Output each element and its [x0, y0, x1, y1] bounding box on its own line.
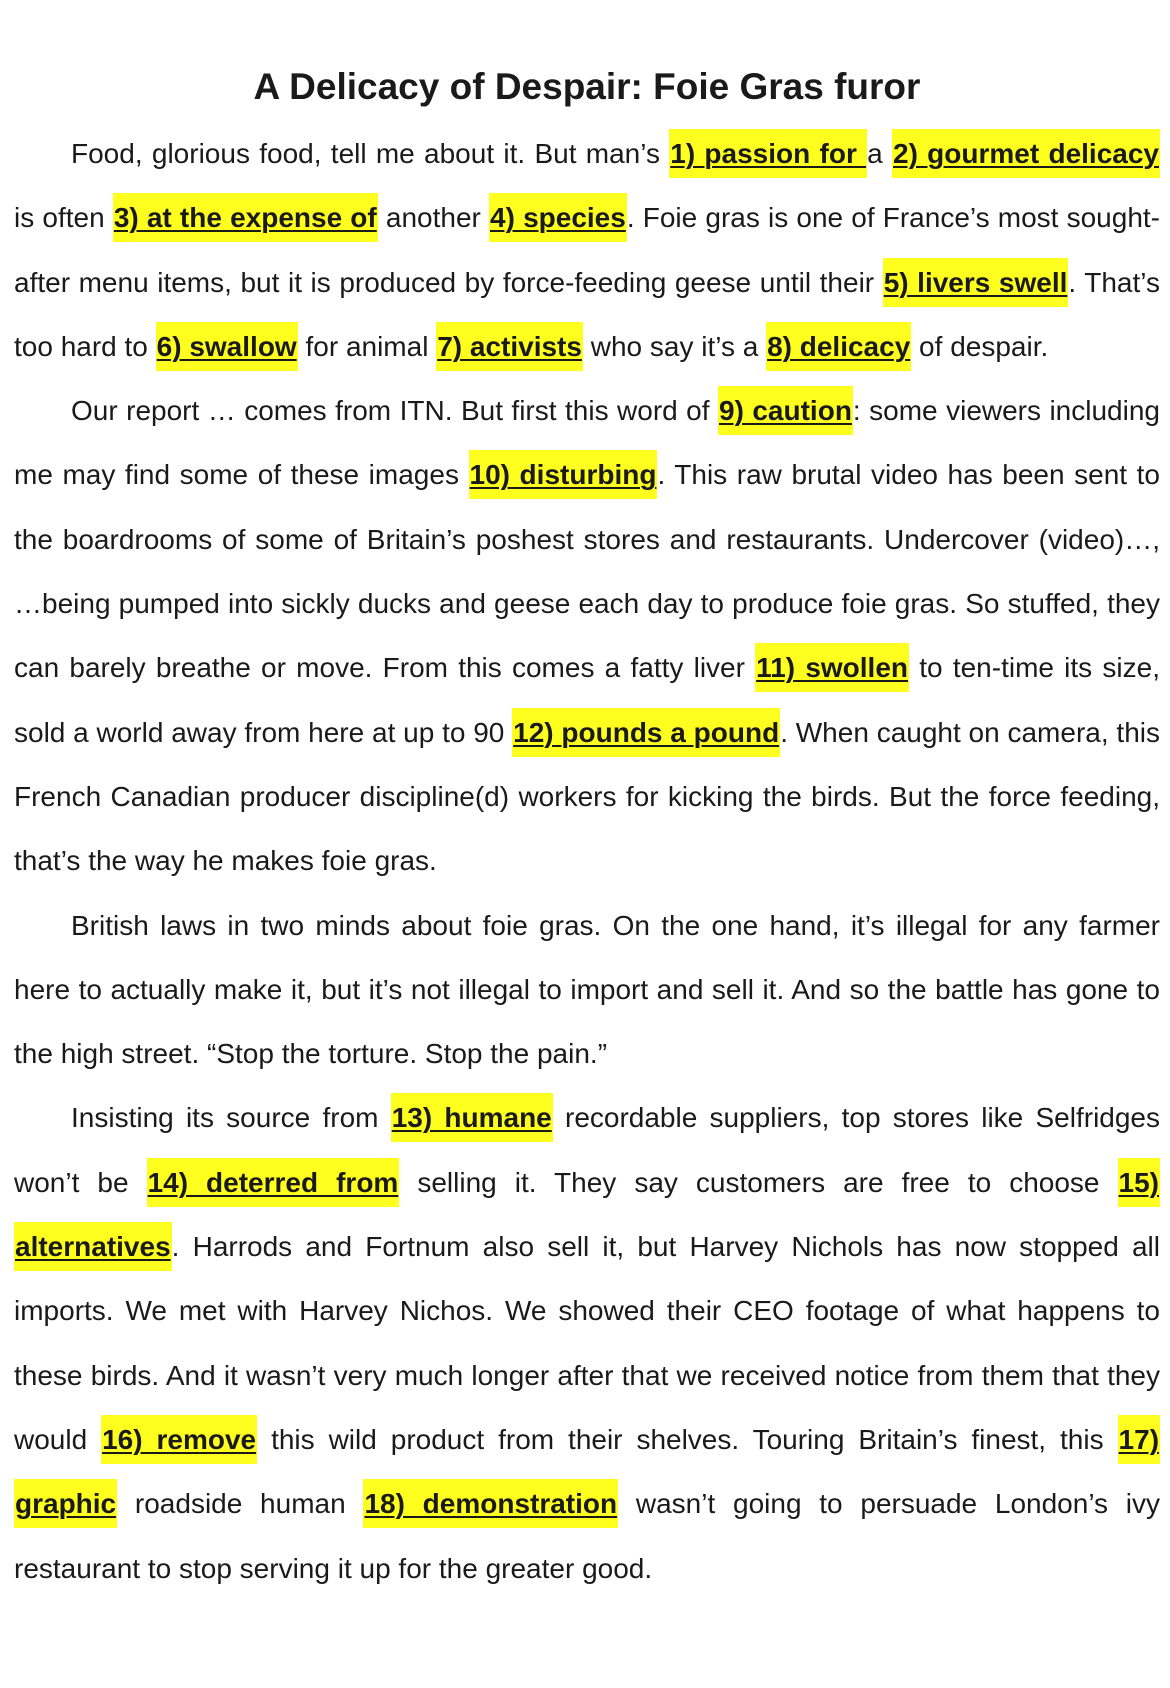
paragraph-text: . This raw brutal video has been sent to the boardrooms of some of Britain’s poshest stores and restaurants. Undercover (video)…, …being pumped into sickly ducks and geese each day to produce foie gras. So stuffed, they can barely breathe or move. From this comes a fatty liver	[14, 459, 1160, 684]
paragraph-3	[14, 894, 1160, 1087]
highlighted-answer-9: 9) caution	[718, 386, 853, 435]
highlighted-answer-18: 18) demonstration	[363, 1479, 618, 1528]
paragraph-text: Our report … comes from ITN. But first this word of	[71, 395, 718, 427]
paragraph-text: of despair.	[911, 330, 1049, 362]
paragraph-text: for animal	[297, 330, 437, 362]
paragraph-text: this wild product from their shelves. Touring Britain’s finest, this	[257, 1423, 1118, 1455]
paragraph-text: Insisting its source from	[71, 1102, 391, 1134]
paragraph-4	[14, 1086, 1160, 1600]
highlighted-answer-8: 8) delicacy	[766, 322, 911, 371]
highlighted-answer-10: 10) disturbing	[469, 450, 658, 499]
highlighted-answer-4: 4) species	[489, 193, 627, 242]
paragraph-text: British laws in two minds about foie gras. On the one hand, it’s illegal for any farmer here to actually make it, but it’s not illegal to import and sell it. And so the battle has gone to the high street. “Stop the torture. Stop the pain.”	[14, 909, 1160, 1070]
highlighted-answer-14: 14) deterred from	[147, 1158, 400, 1207]
paragraph-text: . That’s too hard to	[14, 266, 1160, 362]
paragraph-text: who say it’s a	[582, 330, 767, 362]
highlighted-answer-11: 11) swollen	[755, 643, 909, 692]
highlighted-answer-1: 1) passion for	[669, 129, 867, 178]
paragraph-text: . When caught on camera, this French Canadian producer discipline(d) workers for kicking the birds. But the force feeding, that’s the way he makes foie gras.	[14, 716, 1160, 877]
paragraph-text: to ten-time its size, sold a world away from here at up to 90	[14, 652, 1160, 748]
paragraph-text: . Harrods and Fortnum also sell it, but Harvey Nichols has now stopped all imports. We met with Harvey Nichos. We showed their CEO footage of what happens to these birds. And it wasn’t very much longer after that we received notice from them that they would	[14, 1231, 1160, 1455]
highlighted-answer-5: 5) livers swell	[883, 258, 1069, 307]
highlighted-answer-3: 3) at the expense of	[113, 193, 378, 242]
paragraph-text: recordable suppliers, top stores like Selfridges won’t be	[14, 1102, 1161, 1198]
paragraph-1	[14, 122, 1160, 379]
paragraph-text: selling it. They say customers are free to choose	[399, 1166, 1118, 1198]
paragraph-text: Food, glorious food, tell me about it. But man’s	[71, 138, 670, 169]
paragraph-2	[14, 379, 1160, 893]
paragraph-text: . Foie gras is one of France’s most sought-after menu items, but it is produced by force-feeding geese until their	[14, 202, 1160, 298]
paragraph-text: wasn’t going to persuade London’s ivy restaurant to stop serving it up for the greater good.	[14, 1488, 1161, 1584]
paragraph-text: another	[377, 202, 490, 234]
document-title: A Delicacy of Despair: Foie Gras furor	[253, 66, 921, 107]
highlighted-answer-13: 13) humane	[391, 1093, 553, 1142]
highlighted-answer-16: 16) remove	[101, 1415, 257, 1464]
highlighted-answer-2: 2) gourmet delicacy	[892, 129, 1160, 178]
highlighted-answer-15: 15) alternatives	[14, 1158, 1160, 1271]
paragraph-text: roadside human	[117, 1488, 364, 1520]
highlighted-answer-17: 17) graphic	[14, 1415, 1160, 1528]
highlighted-answer-7: 7) activists	[436, 322, 583, 371]
highlighted-answer-6: 6) swallow	[156, 322, 298, 371]
paragraph-text: is often	[14, 202, 113, 234]
paragraph-text: : some viewers including me may find some of these images	[14, 395, 1160, 491]
paragraph-text: a	[867, 138, 892, 169]
highlighted-answer-12: 12) pounds a pound	[512, 708, 780, 757]
document-page	[14, 52, 1160, 1601]
